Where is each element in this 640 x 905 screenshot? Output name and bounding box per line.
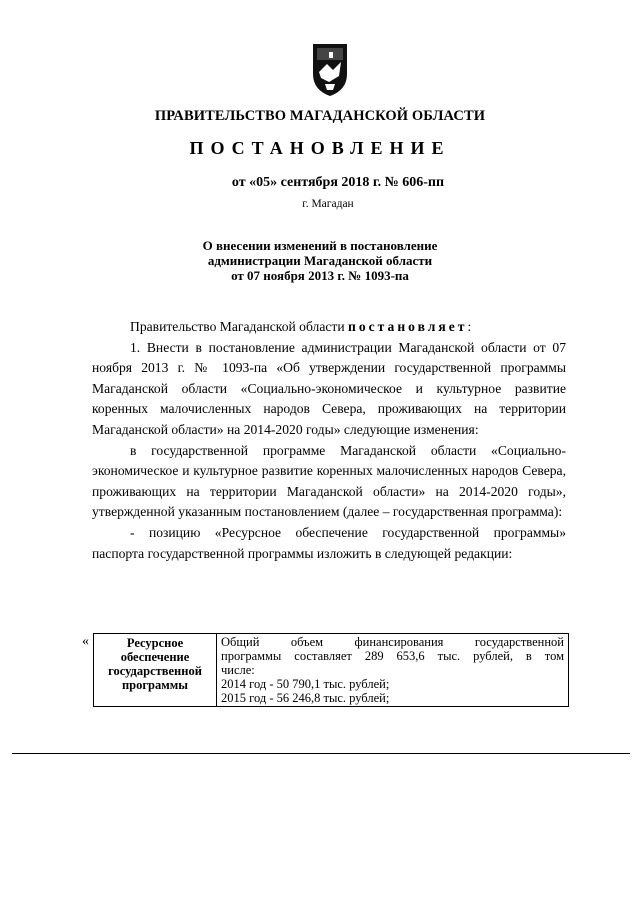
subject-line-3: от 07 ноября 2013 г. № 1093-па bbox=[231, 268, 409, 283]
preamble-text: Правительство Магаданской области bbox=[130, 319, 349, 334]
financing-line-2: программы составляет 289 653,6 тыс. рублей, в том bbox=[221, 649, 564, 663]
paragraph-program: в государственной программе Магаданской области «Социально-экономическое и культурное развитие коренных малочисленных народов Севера, проживающих на территории Магаданской области» на 2014-2020 годы», утвержденной указанным постановлением (далее – государственная программа): bbox=[92, 442, 566, 520]
resource-label-cell: Ресурсное обеспечение государственной программы bbox=[94, 634, 217, 707]
subject-line-2: администрации Магаданской области bbox=[207, 253, 433, 268]
document-date-number: от «05» сентября 2018 г. № 606-пп bbox=[231, 175, 445, 190]
document-subject bbox=[0, 238, 640, 283]
paragraph-item-1: 1. Внести в постановление администрации Магаданской области от 07 ноября 2013 г. № 1093-па «Об утверждении государственной программы Магаданской области «Социально-экономическое и культурное развитие коренных малочисленных народов Севера, проживающих на территории Магаданской области» на 2014-2020 годы» следующие изменения: bbox=[92, 339, 566, 437]
subject-line-1: О внесении изменений в постановление bbox=[202, 238, 438, 253]
document-city: г. Магадан bbox=[302, 198, 354, 210]
table-row bbox=[94, 634, 569, 707]
document-type: ПОСТАНОВЛЕНИЕ bbox=[189, 138, 451, 158]
resource-table bbox=[93, 633, 569, 707]
page-divider bbox=[12, 753, 630, 754]
table-open-quote: « bbox=[82, 634, 89, 649]
preamble-keyword: постановляет bbox=[348, 319, 468, 334]
paragraph-position: - позицию «Ресурсное обеспечение государственной программы» паспорта государственной программы изложить в следующей редакции: bbox=[92, 524, 566, 561]
financing-2015: 2015 год - 56 246,8 тыс. рублей; bbox=[221, 691, 390, 705]
preamble-colon: : bbox=[467, 319, 472, 334]
financing-2014: 2014 год - 50 790,1 тыс. рублей; bbox=[221, 677, 390, 691]
financing-line-1: Общий объем финансирования государственной bbox=[221, 635, 564, 649]
coat-of-arms-icon bbox=[299, 38, 361, 100]
financing-line-3: числе: bbox=[221, 663, 255, 677]
government-name: ПРАВИТЕЛЬСТВО МАГАДАНСКОЙ ОБЛАСТИ bbox=[154, 108, 486, 124]
paragraph-preamble bbox=[92, 317, 566, 338]
document-body bbox=[92, 317, 566, 564]
resource-value-cell bbox=[217, 634, 569, 707]
